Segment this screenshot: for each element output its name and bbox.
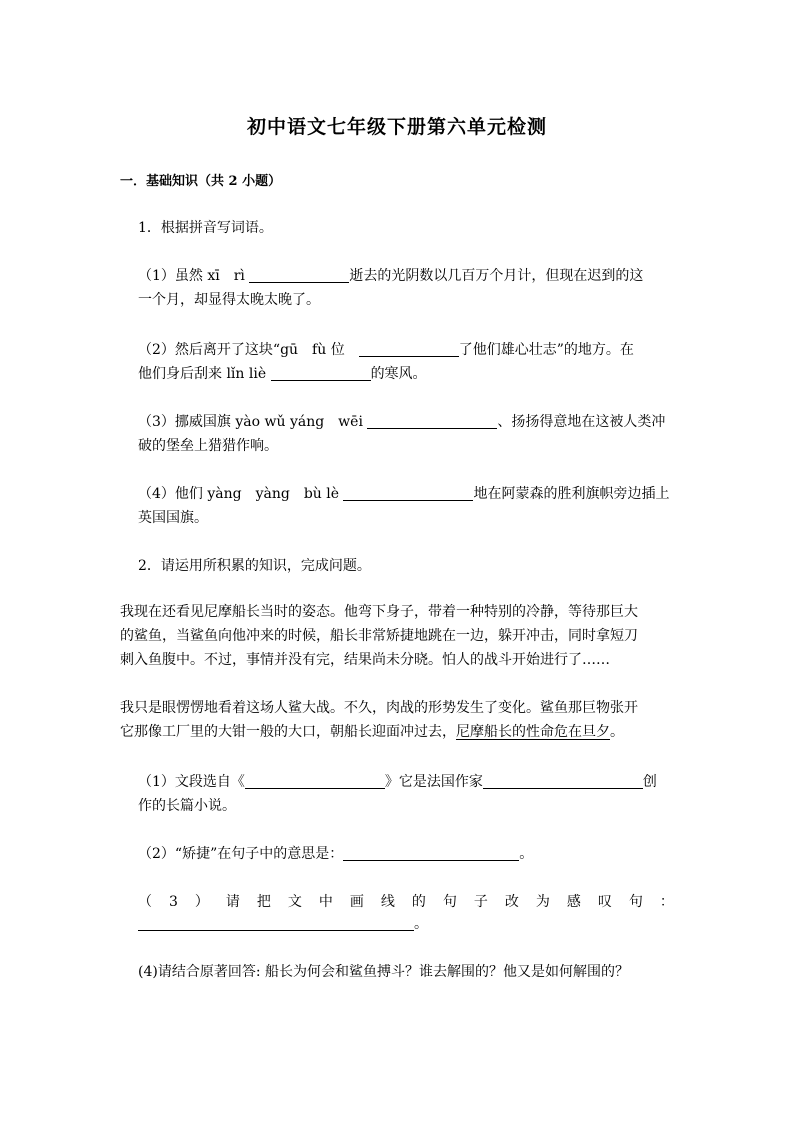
passage-2-end: 。 [610, 724, 624, 740]
q2-sub3-line2 [138, 914, 428, 934]
q2-sub3-char: 叹 [597, 894, 612, 910]
q1-item4-line1 [138, 484, 669, 504]
question-2-stem: 2．请运用所积累的知识，完成问题。 [138, 558, 371, 574]
q1-item3-text: 、扬扬得意地在这被人类冲 [497, 414, 666, 430]
author-blank[interactable] [483, 773, 643, 789]
q1-item3-line2: 破的堡垒上猎猎作响。 [138, 438, 278, 454]
q2-sub3-char: 画 [349, 894, 364, 910]
q2-sub3-char: （ [138, 894, 152, 910]
answer-blank[interactable] [271, 365, 371, 381]
q1-item4-prefix: （4）他们 yàng yàng bù lè [138, 486, 344, 502]
q1-item2-line2 [138, 364, 427, 384]
q1-item2-text: 了他们雄心壮志”的地方。在 [458, 342, 634, 358]
meaning-blank[interactable] [343, 845, 519, 861]
q2-sub3-char: ： [659, 894, 674, 910]
section-heading: 一．基础知识（共 2 小题） [120, 174, 282, 189]
q2-sub3-end: 。 [414, 916, 428, 932]
q2-sub3-char: 的 [411, 894, 426, 910]
q2-sub3-char: 线 [380, 894, 395, 910]
rewrite-blank[interactable] [138, 915, 414, 931]
passage-1-line2: 的鲨鱼，当鲨鱼向他冲来的时候，船长非常矫捷地跳在一边，躲开冲击，同时拿短刀 [120, 628, 638, 644]
q2-sub3-line1 [138, 892, 674, 912]
q2-sub1-line2: 作的长篇小说。 [138, 798, 236, 814]
q1-item1-line1 [138, 266, 643, 286]
q2-sub3-char: 文 [287, 894, 302, 910]
book-title-blank[interactable] [245, 773, 385, 789]
q2-sub3-char: 3 [169, 894, 178, 910]
q1-item2-line1 [138, 340, 634, 360]
page-title: 初中语文七年级下册第六单元检测 [246, 116, 547, 138]
q1-item2-suffix: 的寒风。 [370, 366, 427, 382]
q2-sub3-char: 把 [256, 894, 271, 910]
q2-sub3-char: 子 [473, 894, 488, 910]
passage-2-line1: 我只是眼愣愣地看着这场人鲨大战。不久，肉战的形势发生了变化。鲨鱼那巨物张开 [120, 700, 638, 716]
answer-blank[interactable] [249, 267, 349, 283]
q2-sub4: (4)请结合原著回答: 船长为何会和鲨鱼搏斗？谁去解围的？他又是如何解围的？ [138, 964, 629, 980]
question-1-stem: 1．根据拼音写词语。 [138, 220, 273, 236]
q2-sub3-char: 请 [225, 894, 240, 910]
q2-sub1-line1 [138, 772, 657, 792]
q2-sub3-char: 感 [566, 894, 581, 910]
q1-item2-prefix2: 他们身后刮来 lǐn liè [138, 366, 271, 382]
q2-sub2-prefix: （2）“矫捷”在句子中的意思是： [138, 846, 344, 862]
q2-sub3-char: 句 [628, 894, 643, 910]
q2-sub3-char: 改 [504, 894, 519, 910]
q2-sub2 [138, 844, 533, 864]
q2-sub1-mid: 》它是法国作家 [384, 774, 483, 790]
answer-blank[interactable] [359, 341, 459, 357]
q2-sub3-char: 为 [535, 894, 550, 910]
q2-sub3-char: ） [194, 894, 209, 910]
passage-1-line3: 刺入鱼腹中。不过，事情并没有完，结果尚未分晓。怕人的战斗开始进行了…… [120, 652, 610, 668]
q1-item1-text: 逝去的光阴数以几百万个月计，但现在迟到的这 [349, 268, 644, 284]
q1-item4-line2: 英国国旗。 [138, 510, 208, 526]
q1-item1-line2: 一个月，却显得太晚太晚了。 [138, 292, 320, 308]
passage-1-line1: 我现在还看见尼摩船长当时的姿态。他弯下身子，带着一种特别的冷静，等待那巨大 [120, 604, 638, 620]
q1-item3-line1 [138, 412, 665, 432]
q1-item4-text: 地在阿蒙森的胜利旗帜旁边插上 [473, 486, 670, 502]
q2-sub3-char: 中 [318, 894, 333, 910]
q1-item1-prefix: （1）虽然 xī rì [138, 268, 250, 284]
q2-sub3-char: 句 [442, 894, 457, 910]
q2-sub1-prefix: （1）文段选自《 [138, 774, 245, 790]
answer-blank[interactable] [343, 485, 473, 501]
q1-item2-prefix: （2）然后离开了这块“gū fù 位 [138, 342, 359, 358]
answer-blank[interactable] [367, 413, 497, 429]
q2-sub1-end: 创 [642, 774, 657, 790]
q2-sub2-end: 。 [519, 846, 534, 862]
underlined-sentence: 尼摩船长的性命危在旦夕 [456, 724, 610, 740]
passage-2-text: 它那像工厂里的大钳一般的大口，朝船长迎面冲过去， [120, 724, 456, 740]
passage-2-line2 [120, 722, 624, 742]
q1-item3-prefix: （3）挪威国旗 yào wǔ yáng wēi [138, 414, 368, 430]
